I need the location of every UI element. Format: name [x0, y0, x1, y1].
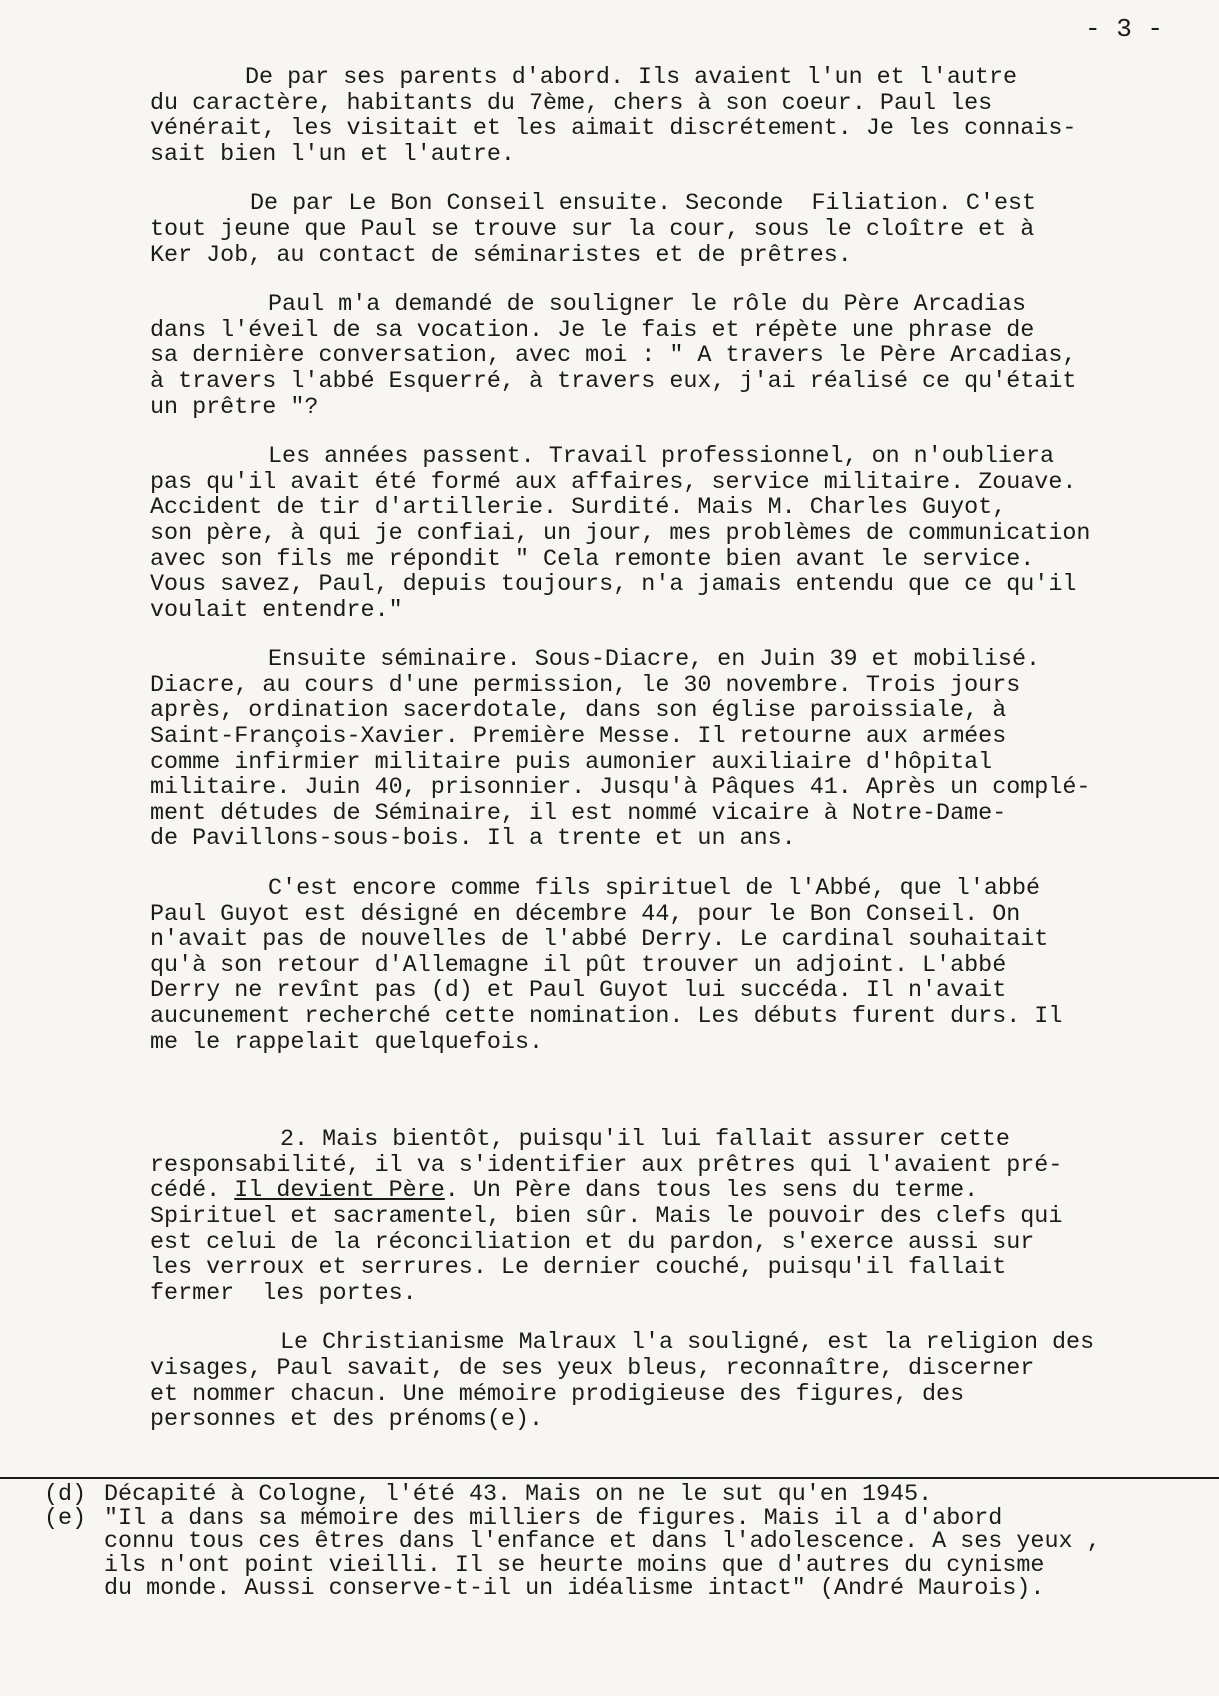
text-line: son père, à qui je confiai, un jour, mes problèmes de communication	[150, 520, 1091, 547]
text-segment: cédé.	[150, 1178, 235, 1205]
text-line: Le Christianisme Malraux l'a souligné, est la religion des	[280, 1330, 1095, 1357]
paragraph-seminaire	[150, 648, 1190, 853]
text-line: 2. Mais bientôt, puisqu'il lui fallait assurer cette	[280, 1127, 1010, 1154]
text-line: avec son fils me répondit " Cela remonte bien avant le service.	[150, 546, 1035, 573]
text-line: qu'à son retour d'Allemagne il pût trouver un adjoint. L'abbé	[150, 952, 1007, 979]
text-line-with-underline	[150, 1179, 1190, 1205]
paragraph-pere	[150, 1128, 1190, 1307]
text-line: Les années passent. Travail professionnel, on n'oubliera	[268, 444, 1055, 471]
text-line: "Il a dans sa mémoire des milliers de figures. Mais il a d'abord	[104, 1505, 1003, 1532]
text-line: à travers l'abbé Esquerré, à travers eux, j'ai réalisé ce qu'était	[150, 368, 1077, 395]
text-line: ment détudes de Séminaire, il est nommé vicaire à Notre-Dame-	[150, 800, 1007, 827]
text-line: de Pavillons-sous-bois. Il a trente et un ans.	[150, 826, 796, 853]
text-line: personnes et des prénoms(e).	[150, 1407, 544, 1434]
footnote-e	[44, 1505, 1194, 1603]
text-line: pas qu'il avait été formé aux affaires, service militaire. Zouave.	[150, 469, 1077, 496]
footnote-text	[104, 1484, 932, 1508]
footnotes	[44, 1484, 1194, 1602]
text-line: du monde. Aussi conserve-t-il un idéalisme intact" (André Maurois).	[104, 1576, 1045, 1603]
text-line: les verroux et serrures. Le dernier couché, puisqu'il fallait	[150, 1255, 1007, 1282]
text-line: visages, Paul savait, de ses yeux bleus, reconnaître, discerner	[150, 1355, 1035, 1382]
page-number: - 3 -	[1084, 14, 1163, 44]
text-line: du caractère, habitants du 7ème, chers à son coeur. Paul les	[150, 90, 993, 117]
paragraph-vocation	[150, 293, 1190, 421]
text-line: ils n'ont point vieilli. Il se heurte moins que d'autres du cynisme	[104, 1552, 1045, 1579]
text-line: Spirituel et sacramentel, bien sûr. Mais le pouvoir des clefs qui	[150, 1203, 1063, 1230]
footnote-label: (e)	[44, 1505, 87, 1532]
text-line: un prêtre "?	[150, 394, 319, 421]
text-line: et nommer chacun. Une mémoire prodigieuse des figures, des	[150, 1381, 965, 1408]
text-line: sa dernière conversation, avec moi : " A travers le Père Arcadias,	[150, 343, 1077, 370]
text-line: De par ses parents d'abord. Ils avaient l'un et l'autre	[245, 65, 1018, 91]
paragraph-annees	[150, 445, 1190, 624]
underlined-phrase: Il devient Père	[234, 1178, 445, 1205]
text-line: dans l'éveil de sa vocation. Je le fais et répète une phrase de	[150, 317, 1035, 344]
text-line: Ker Job, au contact de séminaristes et de prêtres.	[150, 242, 852, 269]
footnote-divider	[0, 1477, 1219, 1479]
text-line: C'est encore comme fils spirituel de l'Abbé, que l'abbé	[268, 876, 1041, 903]
text-line: voulait entendre."	[150, 597, 403, 624]
text-line: aucunement recherché cette nomination. Les débuts furent durs. Il	[150, 1004, 1063, 1030]
text-line: Diacre, au cours d'une permission, le 30 novembre. Trois jours	[150, 672, 1021, 699]
text-line: est celui de la réconciliation et du pardon, s'exerce aussi sur	[150, 1229, 1035, 1256]
footnote-text	[104, 1505, 1101, 1603]
paragraph-bon-conseil-designation	[150, 877, 1190, 1056]
paragraph-parents	[150, 66, 1190, 168]
text-line: Paul m'a demandé de souligner le rôle du Père Arcadias	[268, 292, 1026, 319]
text-line: De par Le Bon Conseil ensuite. Seconde Filiation. C'est	[250, 191, 1037, 218]
paragraph-bon-conseil	[150, 192, 1190, 269]
footnote-label: (d)	[44, 1482, 87, 1508]
text-line: Ensuite séminaire. Sous-Diacre, en Juin 39 et mobilisé.	[268, 647, 1041, 674]
text-line: Vous savez, Paul, depuis toujours, n'a jamais entendu que ce qu'il	[150, 572, 1077, 599]
body-text	[150, 66, 1190, 1458]
text-line: après, ordination sacerdotale, dans son église paroissiale, à	[150, 698, 1007, 725]
footnote-d	[44, 1484, 1194, 1508]
text-line: Saint-François-Xavier. Première Messe. Il retourne aux armées	[150, 724, 1007, 751]
text-line: comme infirmier militaire puis aumonier auxiliaire d'hôpital	[150, 749, 993, 776]
text-line: vénérait, les visitait et les aimait discrétement. Je les connais-	[150, 116, 1077, 143]
text-line: responsabilité, il va s'identifier aux prêtres qui l'avaient pré-	[150, 1152, 1063, 1179]
text-line: connu tous ces êtres dans l'enfance et dans l'adolescence. A ses yeux ,	[104, 1529, 1101, 1556]
text-line: n'avait pas de nouvelles de l'abbé Derry. Le cardinal souhaitait	[150, 927, 1049, 954]
text-line: militaire. Juin 40, prisonnier. Jusqu'à Pâques 41. Après un complé-	[150, 775, 1091, 802]
text-line: me le rappelait quelquefois.	[150, 1029, 544, 1056]
text-segment: . Un Père dans tous les sens du terme.	[444, 1178, 979, 1205]
text-line: Accident de tir d'artillerie. Surdité. Mais M. Charles Guyot,	[150, 495, 1007, 522]
text-line: Derry ne revînt pas (d) et Paul Guyot lui succéda. Il n'avait	[150, 978, 1007, 1005]
paragraph-christianisme	[150, 1331, 1190, 1433]
text-line: Paul Guyot est désigné en décembre 44, pour le Bon Conseil. On	[150, 901, 1021, 928]
text-line: sait bien l'un et l'autre.	[150, 141, 515, 168]
text-line: tout jeune que Paul se trouve sur la cour, sous le cloître et à	[150, 216, 1035, 243]
text-line: fermer les portes.	[150, 1280, 417, 1307]
text-line: Décapité à Cologne, l'été 43. Mais on ne le sut qu'en 1945.	[104, 1482, 933, 1508]
